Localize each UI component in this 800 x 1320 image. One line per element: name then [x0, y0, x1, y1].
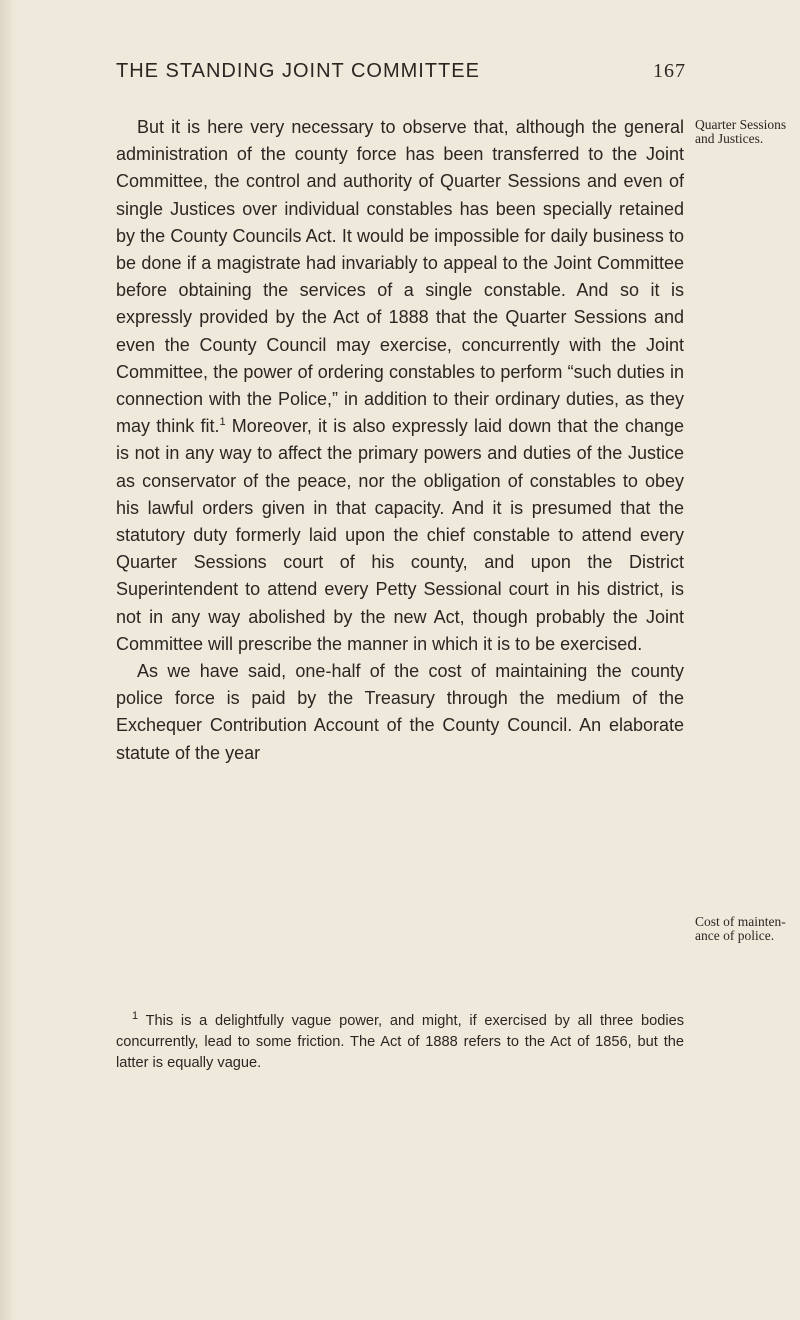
paragraph — [116, 114, 684, 658]
paragraph-text: Moreover, it is also expressly laid down that the change is not in any way to affect the primary powers and duties of the Justice as conservator of the peace, nor the obligation of constables to obey his lawful orders given in that capacity. And it is presumed that the statutory duty formerly laid upon the chief constable to attend every Quarter Sessions court of his county, and upon the District Superintendent to attend every Petty Sessional court in his district, is not in any way abolished by the new Act, though probably the Joint Committee will prescribe the manner in which it is to be exercised. — [116, 416, 684, 654]
footnote-marker: 1 — [132, 1010, 139, 1023]
margin-note-cost-of-maintenance: Cost of mainten-ance of police. — [695, 914, 786, 943]
body-text — [116, 114, 684, 767]
paragraph-text: As we have said, one-half of the cost of maintaining the county police force is paid by the Treasury through the medium of the Exchequer Contribution Account of the County Council. An elaborate statute of the year — [116, 661, 684, 763]
paragraph — [116, 658, 684, 767]
paragraph-text: But it is here very necessary to observe that, although the general administration of the county force has been transferred to the Joint Committee, the control and authority of Quarter Sessions and even of single Justices over individual constables has been specially retained by the County Councils Act. It would be impossible for daily business to be done if a magistrate had invariably to appeal to the Joint Committee before obtaining the services of a single constable. And so it is expressly provided by the Act of 1888 that the Quarter Sessions and even the County Council may exercise, concurrently with the Joint Committee, the power of ordering constables to perform “such duties in connection with the Police,” in addition to their ordinary duties, as they may think fit. — [116, 117, 684, 437]
footnote-reference: 1 — [219, 416, 226, 429]
footnote-text: This is a delightfully vague power, and might, if exercised by all three bodies concurrently, lead to some friction. The Act of 1888 refers to the Act of 1856, but the latter is equally vague. — [116, 1013, 684, 1071]
footnotes — [116, 1011, 684, 1074]
footnote — [116, 1011, 684, 1074]
running-head-title: THE STANDING JOINT COMMITTEE — [116, 60, 480, 82]
page-gutter-shadow — [0, 0, 14, 1320]
page-number: 167 — [653, 60, 686, 82]
margin-note-quarter-sessions: Quarter Sessions and Justices. — [695, 117, 787, 146]
